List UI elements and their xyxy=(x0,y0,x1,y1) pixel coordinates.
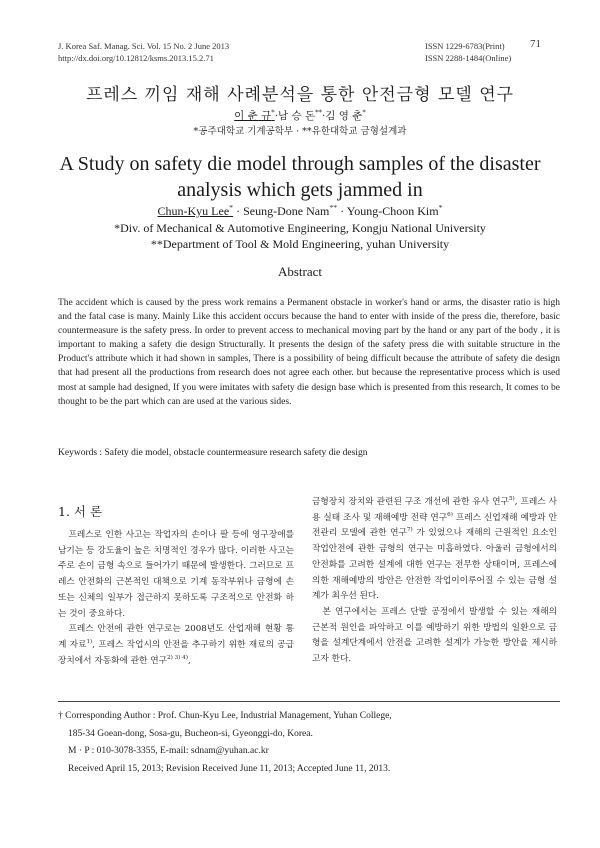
korean-affiliation: *공주대학교 기계공학부 · **유한대학교 금형설계과 xyxy=(193,126,407,137)
footnote-line-4: Received April 15, 2013; Revision Received June 11, 2013; Accepted June 11, 2013. xyxy=(68,763,391,774)
english-title-line-2: analysis which gets jammed in xyxy=(177,179,423,201)
english-title-line-1: A Study on safety die model through samples of the disaster xyxy=(59,153,541,175)
korean-author-1: 이 춘 규 xyxy=(234,110,272,122)
left-paragraph-2: 프레스 안전에 관한 연구로는 2008년도 산업재해 현황 통계 자료$^{1)}$, 프레스 작업시의 안전을 추구하기 위한 재료의 공급 장치에서 자동화에 관한 연구$^{2) 3) 4)}$, xyxy=(58,624,294,666)
keywords-label: Keywords : xyxy=(58,448,105,458)
keywords xyxy=(58,448,367,458)
english-affiliation-2: **Department of Tool & Mold Engineering, yuhan University xyxy=(150,237,450,251)
right-paragraph-2: 본 연구에서는 프레스 단발 공정에서 발생할 수 있는 재해의 근본적 원인을 파악하고 이를 예방하기 위한 방법의 일환으로 금형을 설계단계에서 안전을 고려한 설계가 가능한 방안을 제시하고자 한다. xyxy=(312,606,557,665)
issn-print: ISSN 1229-6783(Print) xyxy=(425,41,505,51)
korean-title: 프레스 끼임 재해 사례분석을 통한 안전금형 모델 연구 xyxy=(85,85,515,105)
page-number: 71 xyxy=(530,38,541,50)
footnote-line-3: M · P : 010-3078-3355, E-mail: sdnam@yuhan.ac.kr xyxy=(68,746,269,756)
korean-authors: 이 춘 규*·남 승 돈**·김 영 춘* xyxy=(234,108,366,122)
left-paragraph-1: 프레스로 인한 사고는 작업자의 손이나 팔 등에 영구장애를 남기는 등 강도율이 높은 치명적인 경우가 많다. 이러한 사고는 주로 손이 금형 속으로 들어가기 때문에 발생한다. 그러므로 프레스 안전화의 근본적인 대책으로 기계 동작부위나 금형에 손 또는 신체의 일부가 접근하지 못하도록 구조적으로 안전화 하는 것이 중요하다. xyxy=(58,530,294,619)
footnote-line-2: 185-34 Goean-dong, Sosa-gu, Bucheon-si, Gyeonggi-do, Korea. xyxy=(68,728,313,739)
korean-author-3: 김 영 춘 xyxy=(325,110,363,122)
english-authors: Chun-Kyu Lee* · Seung-Done Nam** · Young-Choon Kim* xyxy=(157,203,443,218)
keywords-text: Safety die model, obstacle countermeasure research safety die design xyxy=(104,448,368,458)
abstract-heading: Abstract xyxy=(277,264,323,279)
english-author-2: Seung-Done Nam xyxy=(243,204,330,218)
footnote-divider xyxy=(58,701,560,702)
abstract-text: The accident which is caused by the press work remains a Permanent obstacle in worker's hand or arms, the disaster ratio is high and the fatal case is many. Mainly Like this accident occurs because the hand to enter with inside of the press die, therefore, basic countermeasure is the safety press. In order to prevent access to mechanical moving part by the hand or any part of the body , it is important to making a safety die design Structurally. It presents the design of the safety press die with suitable structure in the Product's attribute which it had shown in samples, There is a possibility of being difficult because the attribute of safety die design that had present all the productions from research does not agree each other. but because the representative process which is used most at sample had designed, If you were imitates with safety die design base which is presented from this research, It comes to be thought to be the part which can are used at the various sides. xyxy=(58,298,560,407)
section-heading-introduction: 1. 서 론 xyxy=(58,504,103,519)
issn-online: ISSN 2288-1484(Online) xyxy=(425,53,512,63)
right-paragraph-1: 금형장치 장치와 관련된 구조 개선에 관한 유사 연구$^{5)}$, 프레스 사용 실태 조사 및 재해예방 전략 연구$^{6)}$ 프레스 신업재해 예방과 안전관리 모델에 관한 연구$^{7)}$ 가 있었으나 재해의 근원적인 요소인 작업안전에 관한 금형의 연구는 미흡하였다. 아울러 금형에서의 안전화를 고려한 설계에 대한 연구는 전무한 상태이며, 프레스에 의한 재해예방의 방안은 안전한 작업이이루어질 수 있는 금형 설계가 최우선 된다. xyxy=(312,496,558,602)
english-author-1: Chun-Kyu Lee xyxy=(157,204,230,218)
english-author-3: Young-Choon Kim xyxy=(346,204,439,218)
dagger-icon: † xyxy=(58,711,63,721)
english-affiliation-1: *Div. of Mechanical & Automotive Engineering, Kongju National University xyxy=(114,221,486,235)
footnote-line-1: Corresponding Author : Prof. Chun-Kyu Lee, Industrial Management, Yuhan College, xyxy=(65,711,392,721)
left-column xyxy=(58,528,294,669)
right-column xyxy=(312,495,557,668)
journal-citation: J. Korea Saf. Manag. Sci. Vol. 15 No. 2 June 2013 xyxy=(58,41,230,51)
korean-author-2: 남 승 돈 xyxy=(278,110,316,122)
doi-link[interactable]: http://dx.doi.org/10.12812/ksms.2013.15.2.71 xyxy=(58,53,214,63)
corresponding-author-footnote xyxy=(58,708,568,778)
